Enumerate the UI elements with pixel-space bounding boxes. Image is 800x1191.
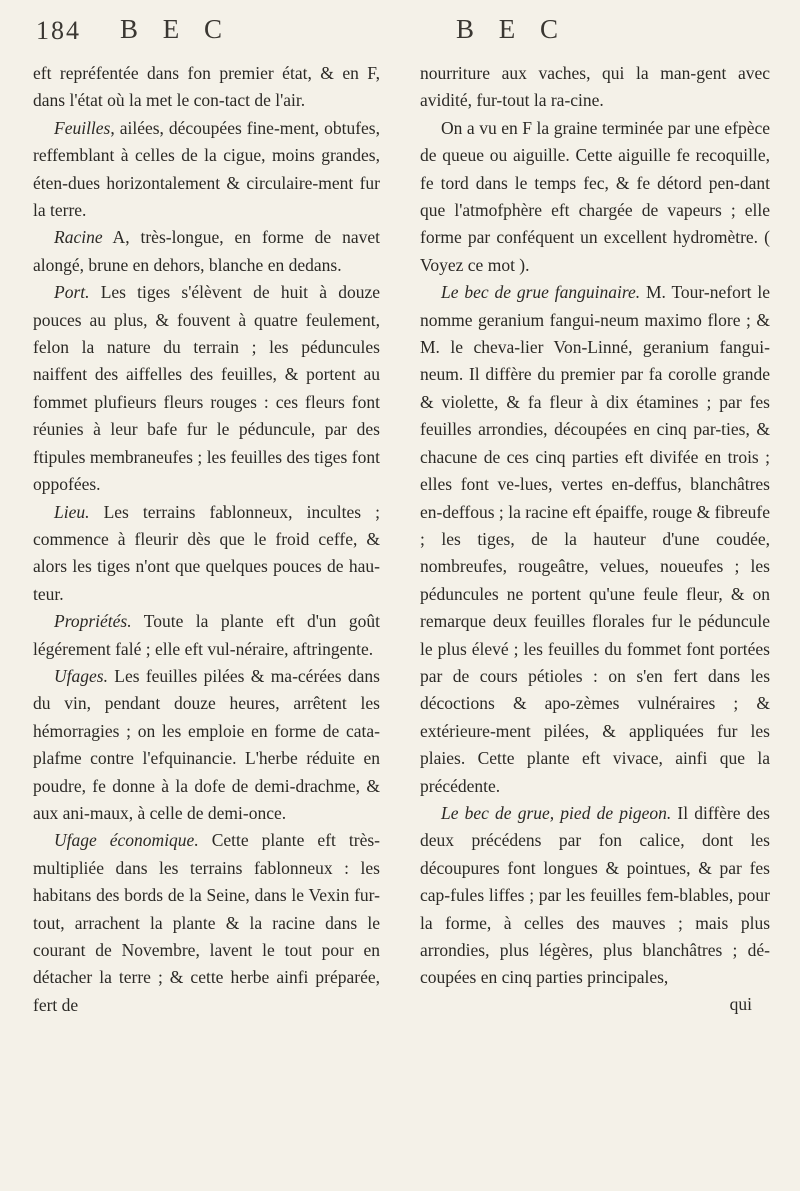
- paragraph: Ufages. Les feuilles pilées & ma-cérées dans du vin, pendant douze heures, arrêtent les hémorragies ; on les emploie en forme de cata-plafme contre l'efquinancie. L'herbe réduite en poudre, fe donne à la dofe de demi-drachme, & aux ani-maux, à celle de demi-once.: [33, 665, 380, 823]
- paragraph: Feuilles, ailées, découpées fine-ment, obtufes, reffemblant à celles de la cigue, moins grandes, éten-dues horizontalement & circulaire-ment fur la terre.: [33, 117, 380, 221]
- entry-heading: Propriétés.: [54, 611, 132, 632]
- entry-heading: Le bec de grue, pied de pigeon.: [441, 802, 672, 823]
- paragraph: Ufage économique. Cette plante eft très-multipliée dans les terrains fablonneux : les habitans des bords de la Seine, dans le Vexin fur-tout, arrachent la plante & la racine dans le courant de Novembre, lavent le tout pour en détacher la terre ; & cette herbe ainfi préparée, fert de: [33, 830, 380, 1015]
- paragraph: On a vu en F la graine terminée par une efpèce de queue ou aiguille. Cette aiguille fe recoquille, fe tord dans le temps fec, & fe détord pen-dant que l'atmofphère eft chargée de vapeurs ; elle forme par conféquent un excellent hydromètre. ( Voyez ce mot ).: [420, 117, 770, 275]
- paragraph: Propriétés. Toute la plante eft d'un goût légérement falé ; elle eft vul-néraire, aftringente.: [33, 611, 380, 659]
- paragraph: Racine A, très-longue, en forme de navet alongé, brune en dehors, blanche en dedans.: [33, 227, 380, 275]
- entry-heading: Port.: [54, 282, 90, 303]
- catchword: qui: [729, 993, 752, 1014]
- running-head-right: B E C: [456, 14, 568, 44]
- page-number: 184: [36, 16, 81, 45]
- entry-heading: Ufage économique.: [54, 830, 199, 851]
- paragraph: Lieu. Les terrains fablonneux, incultes ; commence à fleurir dès que le froid ceffe, & alors les tiges n'ont que quelques pouces de hau-teur.: [33, 501, 380, 604]
- paragraph: nourriture aux vaches, qui la man-gent avec avidité, fur-tout la ra-cine.: [420, 63, 770, 111]
- right-text-column: [420, 60, 770, 1018]
- running-head-left: B E C: [120, 14, 232, 44]
- right-page-header: [426, 14, 776, 58]
- entry-heading: Feuilles: [54, 117, 111, 138]
- paragraph: Le bec de grue fanguinaire. M. Tour-nefort le nomme geranium fangui-neum maximo flore ; & M. le cheva-lier Von-Linné, geranium fangui-neum. Il diffère du premier par fa corolle grande & violette, & fa fleur à dix étamines ; par fes feuilles arrondies, découpées en cinq par-ties, & chacune de ces cinq parties eft divifée en trois ; elles font ve-lues, vertes en-deffus, blanchâtres en-deffous ; la racine eft épaiffe, rouge & fibreufe ; les tiges, de la hauteur d'une coudée, nombreufes, rougeâtre, velues, noueufes ; les péduncules ne portent qu'une feule fleur, & on remarque deux feuilles florales fur le péduncule le plus élevé ; les feuilles du fommet font portées par de cours pétioles : on s'en fert dans les décoctions & apo-zèmes vulnéraires ; & extérieure-ment pilées, & appliquées fur les plaies. Cette plante eft vivace, ainfi que la précédente.: [420, 282, 770, 796]
- entry-heading: Lieu.: [54, 501, 90, 522]
- entry-heading: Racine: [54, 227, 103, 248]
- left-page-header: [36, 14, 386, 58]
- entry-heading: Le bec de grue fanguinaire.: [441, 282, 641, 303]
- paragraph: Port. Les tiges s'élèvent de huit à douze pouces au plus, & fouvent à quatre feulement, felon la nature du terrain ; les péduncules naiffent des aiffelles des feuilles, & portent au fommet plufieurs fleurs rouges : ces fleurs font réunies à leur bafe fur le péduncule, par des ftipules membraneufes ; les feuilles des tiges font oppofées.: [33, 282, 380, 495]
- entry-heading: Ufages.: [54, 665, 108, 686]
- paragraph: eft repréfentée dans fon premier état, & en F, dans l'état où la met le con-tact de l'air.: [33, 63, 380, 111]
- paragraph: Le bec de grue, pied de pigeon. Il diffère des deux précédens par fon calice, dont les découpures font longues & pointues, & par fes cap-fules liffes ; par les feuilles fem-blables, pour la forme, à celles des mauves ; mais plus arrondies, plus légères, plus blanchâtres ; dé-coupées en cinq parties principales,: [420, 802, 770, 988]
- left-text-column: [33, 60, 380, 1019]
